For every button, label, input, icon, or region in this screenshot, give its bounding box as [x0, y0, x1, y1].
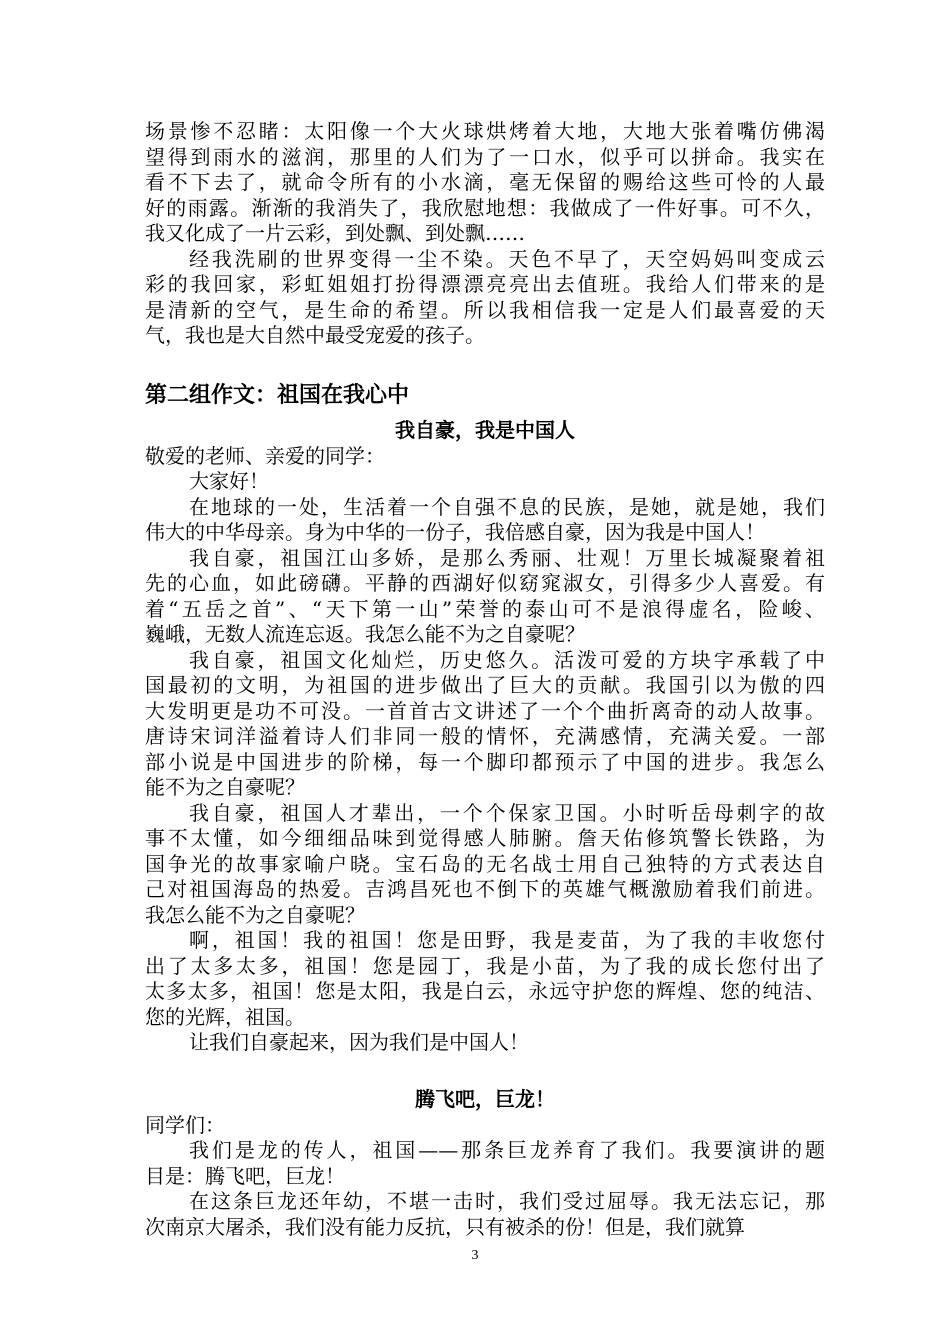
- text-line: 大发明更是功不可没。一首首古文讲述了一个个曲折离奇的动人故事。: [145, 698, 825, 723]
- text-line: 大家好！: [189, 469, 269, 493]
- intro-text: [145, 119, 825, 349]
- text-line: 出了太多太多，祖国！您是园丁，我是小苗，为了我的成长您付出了: [145, 953, 825, 978]
- text-line: 我自豪，祖国人才辈出，一个个保家卫国。小时听岳母刺字的故: [189, 800, 825, 825]
- text-line: 我又化成了一片云彩，到处飘、到处飘……: [145, 221, 525, 245]
- text-line: 次南京大屠杀，我们没有能力反抗，只有被杀的份！但是，我们就算: [145, 1214, 745, 1239]
- essay-title-1: 我自豪，我是中国人: [395, 417, 575, 442]
- text-line: 国争光的故事家喻户晓。宝石岛的无名战士用自己独特的方式表达自: [145, 851, 825, 876]
- paragraph: [145, 801, 825, 929]
- text-line: 彩的我回家，彩虹姐姐打扮得漂漂亮亮出去值班。我给人们带来的是: [145, 272, 825, 296]
- paragraph: [145, 546, 825, 648]
- text-line: 望得到雨水的滋润，那里的人们为了一口水，似乎可以拼命。我实在: [145, 144, 825, 169]
- essay-body-2: [145, 1113, 825, 1241]
- text-line: 部小说是中国进步的阶梯，每一个脚印都预示了中国的进步。我怎么: [145, 749, 825, 774]
- text-line: 太多太多，祖国！您是太阳，我是白云，永远守护您的辉煌、您的纯洁、: [145, 979, 825, 1003]
- text-line: 敬爱的老师、亲爱的同学：: [145, 443, 385, 468]
- text-line: 我自豪，祖国文化灿烂，历史悠久。活泼可爱的方块字承载了中: [189, 647, 825, 672]
- paragraph: [145, 469, 825, 495]
- text-line: 己对祖国海岛的热爱。吉鸿昌死也不倒下的英雄气概激励着我们前进。: [145, 877, 825, 901]
- text-line: 巍峨，无数人流连忘返。我怎么能不为之自豪呢？: [145, 622, 585, 646]
- text-line: 事不太懂，如今细细品味到觉得感人肺腑。詹天佑修筑警长铁路，为: [145, 826, 825, 850]
- paragraph: [145, 1138, 825, 1189]
- section-heading: 第二组作文：祖国在我心中: [145, 382, 410, 408]
- paragraph: [145, 1113, 825, 1139]
- document-page: [145, 119, 825, 1240]
- paragraph: [145, 1189, 825, 1240]
- page-number: 3: [471, 1248, 479, 1263]
- text-line: 气，我也是大自然中最受宠爱的孩子。: [145, 323, 485, 347]
- text-line: 我们是龙的传人，祖国——那条巨龙养育了我们。我要演讲的题: [189, 1138, 825, 1162]
- text-line: 国最初的文明，为祖国的进步做出了巨大的贡献。我国引以为傲的四: [145, 673, 825, 697]
- text-line: 我怎么能不为之自豪呢？: [145, 902, 365, 927]
- text-line: 着“五岳之首”、“天下第一山”荣誉的泰山可不是浪得虚名，险峻、: [145, 596, 825, 621]
- text-line: 我自豪，祖国江山多娇，是那么秀丽、壮观！万里长城凝聚着祖: [189, 545, 825, 570]
- text-line: 好的雨露。渐渐的我消失了，我欣慰地想：我做成了一件好事。可不久，: [145, 195, 825, 220]
- text-line: 场景惨不忍睹：太阳像一个大火球烘烤着大地，大地大张着嘴仿佛渴: [145, 119, 825, 143]
- text-line: 先的心血，如此磅礴。平静的西湖好似窈窕淑女，引得多少人喜爱。有: [145, 571, 825, 595]
- text-line: 在地球的一处，生活着一个自强不息的民族，是她，就是她，我们: [189, 494, 825, 519]
- text-line: 是清新的空气，是生命的希望。所以我相信我一定是人们最喜爱的天: [145, 297, 825, 322]
- text-line: 啊，祖国！我的祖国！您是田野，我是麦苗，为了我的丰收您付: [189, 928, 825, 952]
- text-line: 经我洗刷的世界变得一尘不染。天色不早了，天空妈妈叫变成云: [189, 246, 825, 271]
- paragraph: [145, 119, 825, 247]
- paragraph: [145, 1030, 825, 1056]
- text-line: 您的光辉，祖国。: [145, 1004, 305, 1029]
- paragraph: [145, 928, 825, 1030]
- text-line: 唐诗宋词洋溢着诗人们非同一般的情怀，充满感情，充满关爱。一部: [145, 724, 825, 748]
- essay-title-2: 腾飞吧，巨龙！: [415, 1086, 555, 1111]
- text-line: 让我们自豪起来，因为我们是中国人！: [189, 1030, 529, 1054]
- text-line: 能不为之自豪呢？: [145, 775, 305, 799]
- text-line: 同学们：: [145, 1112, 225, 1137]
- paragraph: [145, 495, 825, 546]
- paragraph: [145, 247, 825, 349]
- text-line: 在这条巨龙还年幼，不堪一击时，我们受过屈辱。我无法忘记，那: [189, 1189, 825, 1213]
- essay-body-1: [145, 444, 825, 1056]
- text-line: 看不下去了，就命令所有的小水滴，毫无保留的赐给这些可怜的人最: [145, 170, 825, 194]
- text-line: 伟大的中华母亲。身为中华的一份子，我倍感自豪，因为我是中国人！: [145, 520, 765, 544]
- text-line: 目是：腾飞吧，巨龙！: [145, 1163, 345, 1188]
- paragraph: [145, 444, 825, 470]
- paragraph: [145, 648, 825, 801]
